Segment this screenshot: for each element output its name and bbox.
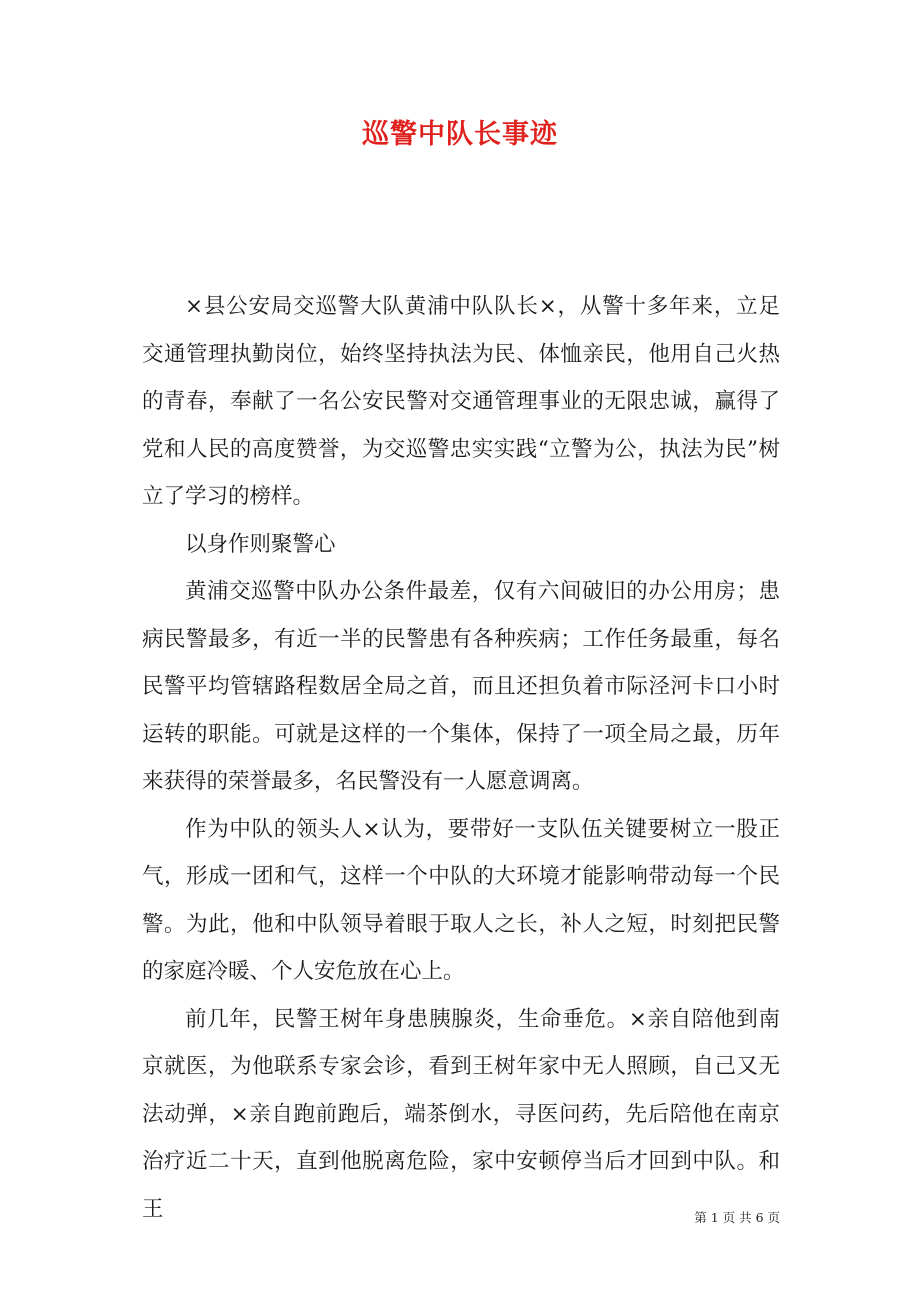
page-title: 巡警中队长事迹 (362, 119, 558, 150)
section-heading: 以身作则聚警心 (185, 531, 336, 557)
paragraph-story: 前几年，民警王树年身患胰腺炎，生命垂危。×亲自陪他到南京就医，为他联系专家会诊，看到王树年家中无人照顾，自己又无法动弹，×亲自跑前跑后，端茶倒水，寻医问药，先后陪他在南京治疗近二十天，直到他脱离危险，家中安顿停当后才回到中队。和王 (142, 1006, 780, 1222)
document-body (142, 283, 780, 1233)
page-number: 第 1 页 共 6 页 (694, 1210, 780, 1225)
paragraph-leadership: 作为中队的领头人×认为，要带好一支队伍关键要树立一股正气，形成一团和气，这样一个中队的大环境才能影响带动每一个民警。为此，他和中队领导着眼于取人之长，补人之短，时刻把民警的家庭冷暖、个人安危放在心上。 (142, 816, 780, 984)
paragraph-conditions: 黄浦交巡警中队办公条件最差，仅有六间破旧的办公用房；患病民警最多，有近一半的民警患有各种疾病；工作任务最重，每名民警平均管辖路程数居全局之首，而且还担负着市际泾河卡口小时运转的职能。可就是这样的一个集体，保持了一项全局之最，历年来获得的荣誉最多，名民警没有一人愿意调离。 (142, 579, 780, 794)
paragraph-intro: ×县公安局交巡警大队黄浦中队队长×，从警十多年来，立足交通管理执勤岗位，始终坚持执法为民、体恤亲民，他用自己火热的青春，奉献了一名公安民警对交通管理事业的无限忠诚，赢得了党和人民的高度赞誉，为交巡警忠实实践“立警为公，执法为民”树立了学习的榜样。 (142, 294, 780, 509)
